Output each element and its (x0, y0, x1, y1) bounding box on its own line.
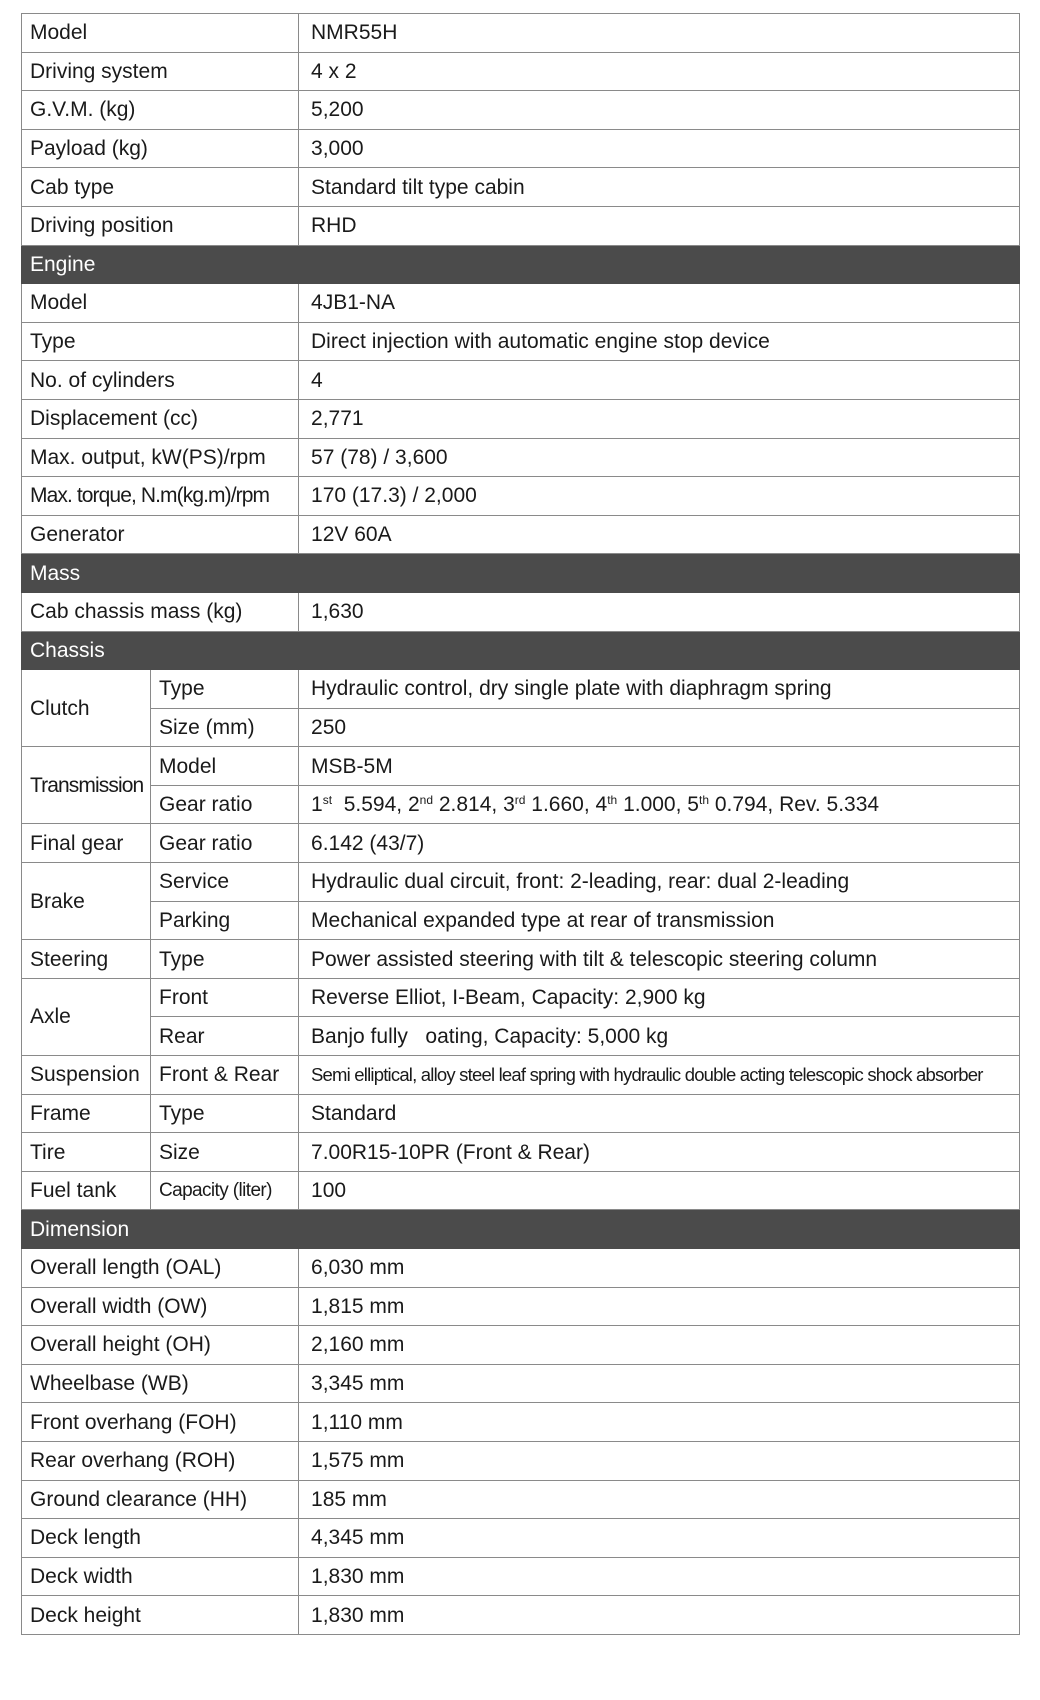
spec-table (21, 13, 1020, 1635)
spec-row (22, 91, 1020, 130)
spec-row (22, 1094, 1020, 1133)
gear-ratio-item: 2nd 2.814, (407, 793, 498, 817)
spec-row (22, 322, 1020, 361)
spec-label: Rear overhang (ROH) (22, 1441, 299, 1480)
spec-label: Type (22, 322, 299, 361)
spec-value: Hydraulic control, dry single plate with diaphragm spring (299, 670, 1020, 709)
spec-row (22, 824, 1020, 863)
spec-row (22, 1519, 1020, 1558)
spec-row (22, 1364, 1020, 1403)
group-label-axle: Axle (22, 978, 151, 1055)
spec-row (22, 438, 1020, 477)
section-title: Engine (22, 245, 1020, 284)
spec-row (22, 747, 1020, 786)
sub-label: Type (151, 940, 299, 979)
spec-label: Max. torque, N.m(kg.m)/rpm (22, 477, 299, 516)
spec-label: Displacement (cc) (22, 399, 299, 438)
gear-ratio-item: 5th 0.794, (687, 793, 774, 817)
sub-label: Capacity (liter) (151, 1171, 299, 1210)
spec-row (22, 129, 1020, 168)
spec-value: Hydraulic dual circuit, front: 2-leading, rear: dual 2-leading (299, 863, 1020, 902)
spec-row (22, 1557, 1020, 1596)
sub-label: Gear ratio (151, 785, 299, 824)
spec-row (22, 206, 1020, 245)
section-header-dimension (22, 1210, 1020, 1249)
spec-value: 4JB1-NA (299, 284, 1020, 323)
section-header-chassis (22, 631, 1020, 670)
group-label-tire: Tire (22, 1133, 151, 1172)
sub-label: Size (151, 1133, 299, 1172)
spec-value: 185 mm (299, 1480, 1020, 1519)
spec-label: Overall width (OW) (22, 1287, 299, 1326)
spec-row (22, 477, 1020, 516)
spec-label: Max. output, kW(PS)/rpm (22, 438, 299, 477)
spec-value: Banjo fully oating, Capacity: 5,000 kg (299, 1017, 1020, 1056)
spec-row (22, 515, 1020, 554)
spec-row (22, 284, 1020, 323)
group-label-clutch: Clutch (22, 670, 151, 747)
spec-row (22, 1017, 1020, 1056)
spec-row (22, 1326, 1020, 1365)
gear-ratio-item: 1st 5.594, (311, 793, 403, 817)
spec-label: Cab type (22, 168, 299, 207)
spec-label: Overall length (OAL) (22, 1249, 299, 1288)
sub-label: Gear ratio (151, 824, 299, 863)
spec-label: Model (22, 14, 299, 53)
group-label-transmission: Transmission (22, 747, 151, 824)
spec-row (22, 361, 1020, 400)
section-header-mass (22, 554, 1020, 593)
section-title-filler (299, 1210, 1020, 1249)
group-label-steering: Steering (22, 940, 151, 979)
spec-value: 2,771 (299, 399, 1020, 438)
spec-value: RHD (299, 206, 1020, 245)
spec-row (22, 52, 1020, 91)
sub-label: Front (151, 978, 299, 1017)
spec-label: Driving position (22, 206, 299, 245)
sub-label: Type (151, 1094, 299, 1133)
section-title: Dimension (22, 1210, 299, 1249)
spec-label: No. of cylinders (22, 361, 299, 400)
spec-value: 57 (78) / 3,600 (299, 438, 1020, 477)
spec-value: NMR55H (299, 14, 1020, 53)
spec-value: 1,575 mm (299, 1441, 1020, 1480)
spec-row (22, 1171, 1020, 1210)
spec-value: 4 x 2 (299, 52, 1020, 91)
spec-row (22, 1403, 1020, 1442)
group-label-suspension: Suspension (22, 1056, 151, 1095)
spec-row (22, 901, 1020, 940)
spec-label: Payload (kg) (22, 129, 299, 168)
spec-row (22, 863, 1020, 902)
spec-value: 170 (17.3) / 2,000 (299, 477, 1020, 516)
group-label-brake: Brake (22, 863, 151, 940)
spec-value: 1,630 (299, 592, 1020, 631)
spec-row (22, 670, 1020, 709)
spec-value: Mechanical expanded type at rear of transmission (299, 901, 1020, 940)
spec-value: 3,345 mm (299, 1364, 1020, 1403)
spec-label: Generator (22, 515, 299, 554)
spec-row (22, 168, 1020, 207)
spec-row (22, 14, 1020, 53)
spec-label: G.V.M. (kg) (22, 91, 299, 130)
spec-row (22, 785, 1020, 824)
spec-value: MSB-5M (299, 747, 1020, 786)
sub-label: Front & Rear (151, 1056, 299, 1095)
sub-label: Model (151, 747, 299, 786)
section-header-engine (22, 245, 1020, 284)
section-title: Mass (22, 554, 1020, 593)
spec-value: Reverse Elliot, I-Beam, Capacity: 2,900 kg (299, 978, 1020, 1017)
spec-value: 1,830 mm (299, 1596, 1020, 1635)
spec-value: 1,815 mm (299, 1287, 1020, 1326)
spec-value: Standard tilt type cabin (299, 168, 1020, 207)
spec-row (22, 399, 1020, 438)
spec-label: Driving system (22, 52, 299, 91)
sub-label: Type (151, 670, 299, 709)
sub-label: Service (151, 863, 299, 902)
spec-value: 12V 60A (299, 515, 1020, 554)
spec-label: Ground clearance (HH) (22, 1480, 299, 1519)
spec-row (22, 1056, 1020, 1095)
spec-value: 250 (299, 708, 1020, 747)
spec-value: 7.00R15-10PR (Front & Rear) (299, 1133, 1020, 1172)
group-label-frame: Frame (22, 1094, 151, 1133)
spec-value: 4 (299, 361, 1020, 400)
spec-value: Power assisted steering with tilt & telescopic steering column (299, 940, 1020, 979)
spec-value: Standard (299, 1094, 1020, 1133)
spec-label: Deck height (22, 1596, 299, 1635)
spec-row (22, 1480, 1020, 1519)
gear-ratio-item: 3rd 1.660, (503, 793, 590, 817)
spec-row (22, 1596, 1020, 1635)
spec-row (22, 1249, 1020, 1288)
spec-value: 6.142 (43/7) (299, 824, 1020, 863)
spec-value: Direct injection with automatic engine stop device (299, 322, 1020, 361)
spec-value: 1,830 mm (299, 1557, 1020, 1596)
spec-label: Deck width (22, 1557, 299, 1596)
spec-value: Semi elliptical, alloy steel leaf spring with hydraulic double acting telescopic shock absorber (299, 1056, 1020, 1095)
spec-value: 100 (299, 1171, 1020, 1210)
spec-label: Cab chassis mass (kg) (22, 592, 299, 631)
spec-value: 2,160 mm (299, 1326, 1020, 1365)
spec-label: Overall height (OH) (22, 1326, 299, 1365)
spec-label: Deck length (22, 1519, 299, 1558)
gear-ratio-value (299, 785, 1020, 824)
sub-label: Size (mm) (151, 708, 299, 747)
spec-row (22, 1133, 1020, 1172)
spec-row (22, 940, 1020, 979)
gear-ratio-item: 4th 1.000, (595, 793, 682, 817)
spec-label: Wheelbase (WB) (22, 1364, 299, 1403)
spec-value: 1,110 mm (299, 1403, 1020, 1442)
spec-value: 3,000 (299, 129, 1020, 168)
spec-value: 4,345 mm (299, 1519, 1020, 1558)
group-label-final-gear: Final gear (22, 824, 151, 863)
spec-row (22, 1287, 1020, 1326)
spec-label: Front overhang (FOH) (22, 1403, 299, 1442)
sub-label: Rear (151, 1017, 299, 1056)
spec-value: 6,030 mm (299, 1249, 1020, 1288)
spec-row (22, 1441, 1020, 1480)
spec-row (22, 592, 1020, 631)
spec-label: Model (22, 284, 299, 323)
spec-row (22, 978, 1020, 1017)
sub-label: Parking (151, 901, 299, 940)
section-title: Chassis (22, 631, 1020, 670)
gear-ratio-reverse: Rev. 5.334 (779, 793, 880, 817)
group-label-fuel-tank: Fuel tank (22, 1171, 151, 1210)
spec-row (22, 708, 1020, 747)
spec-value: 5,200 (299, 91, 1020, 130)
